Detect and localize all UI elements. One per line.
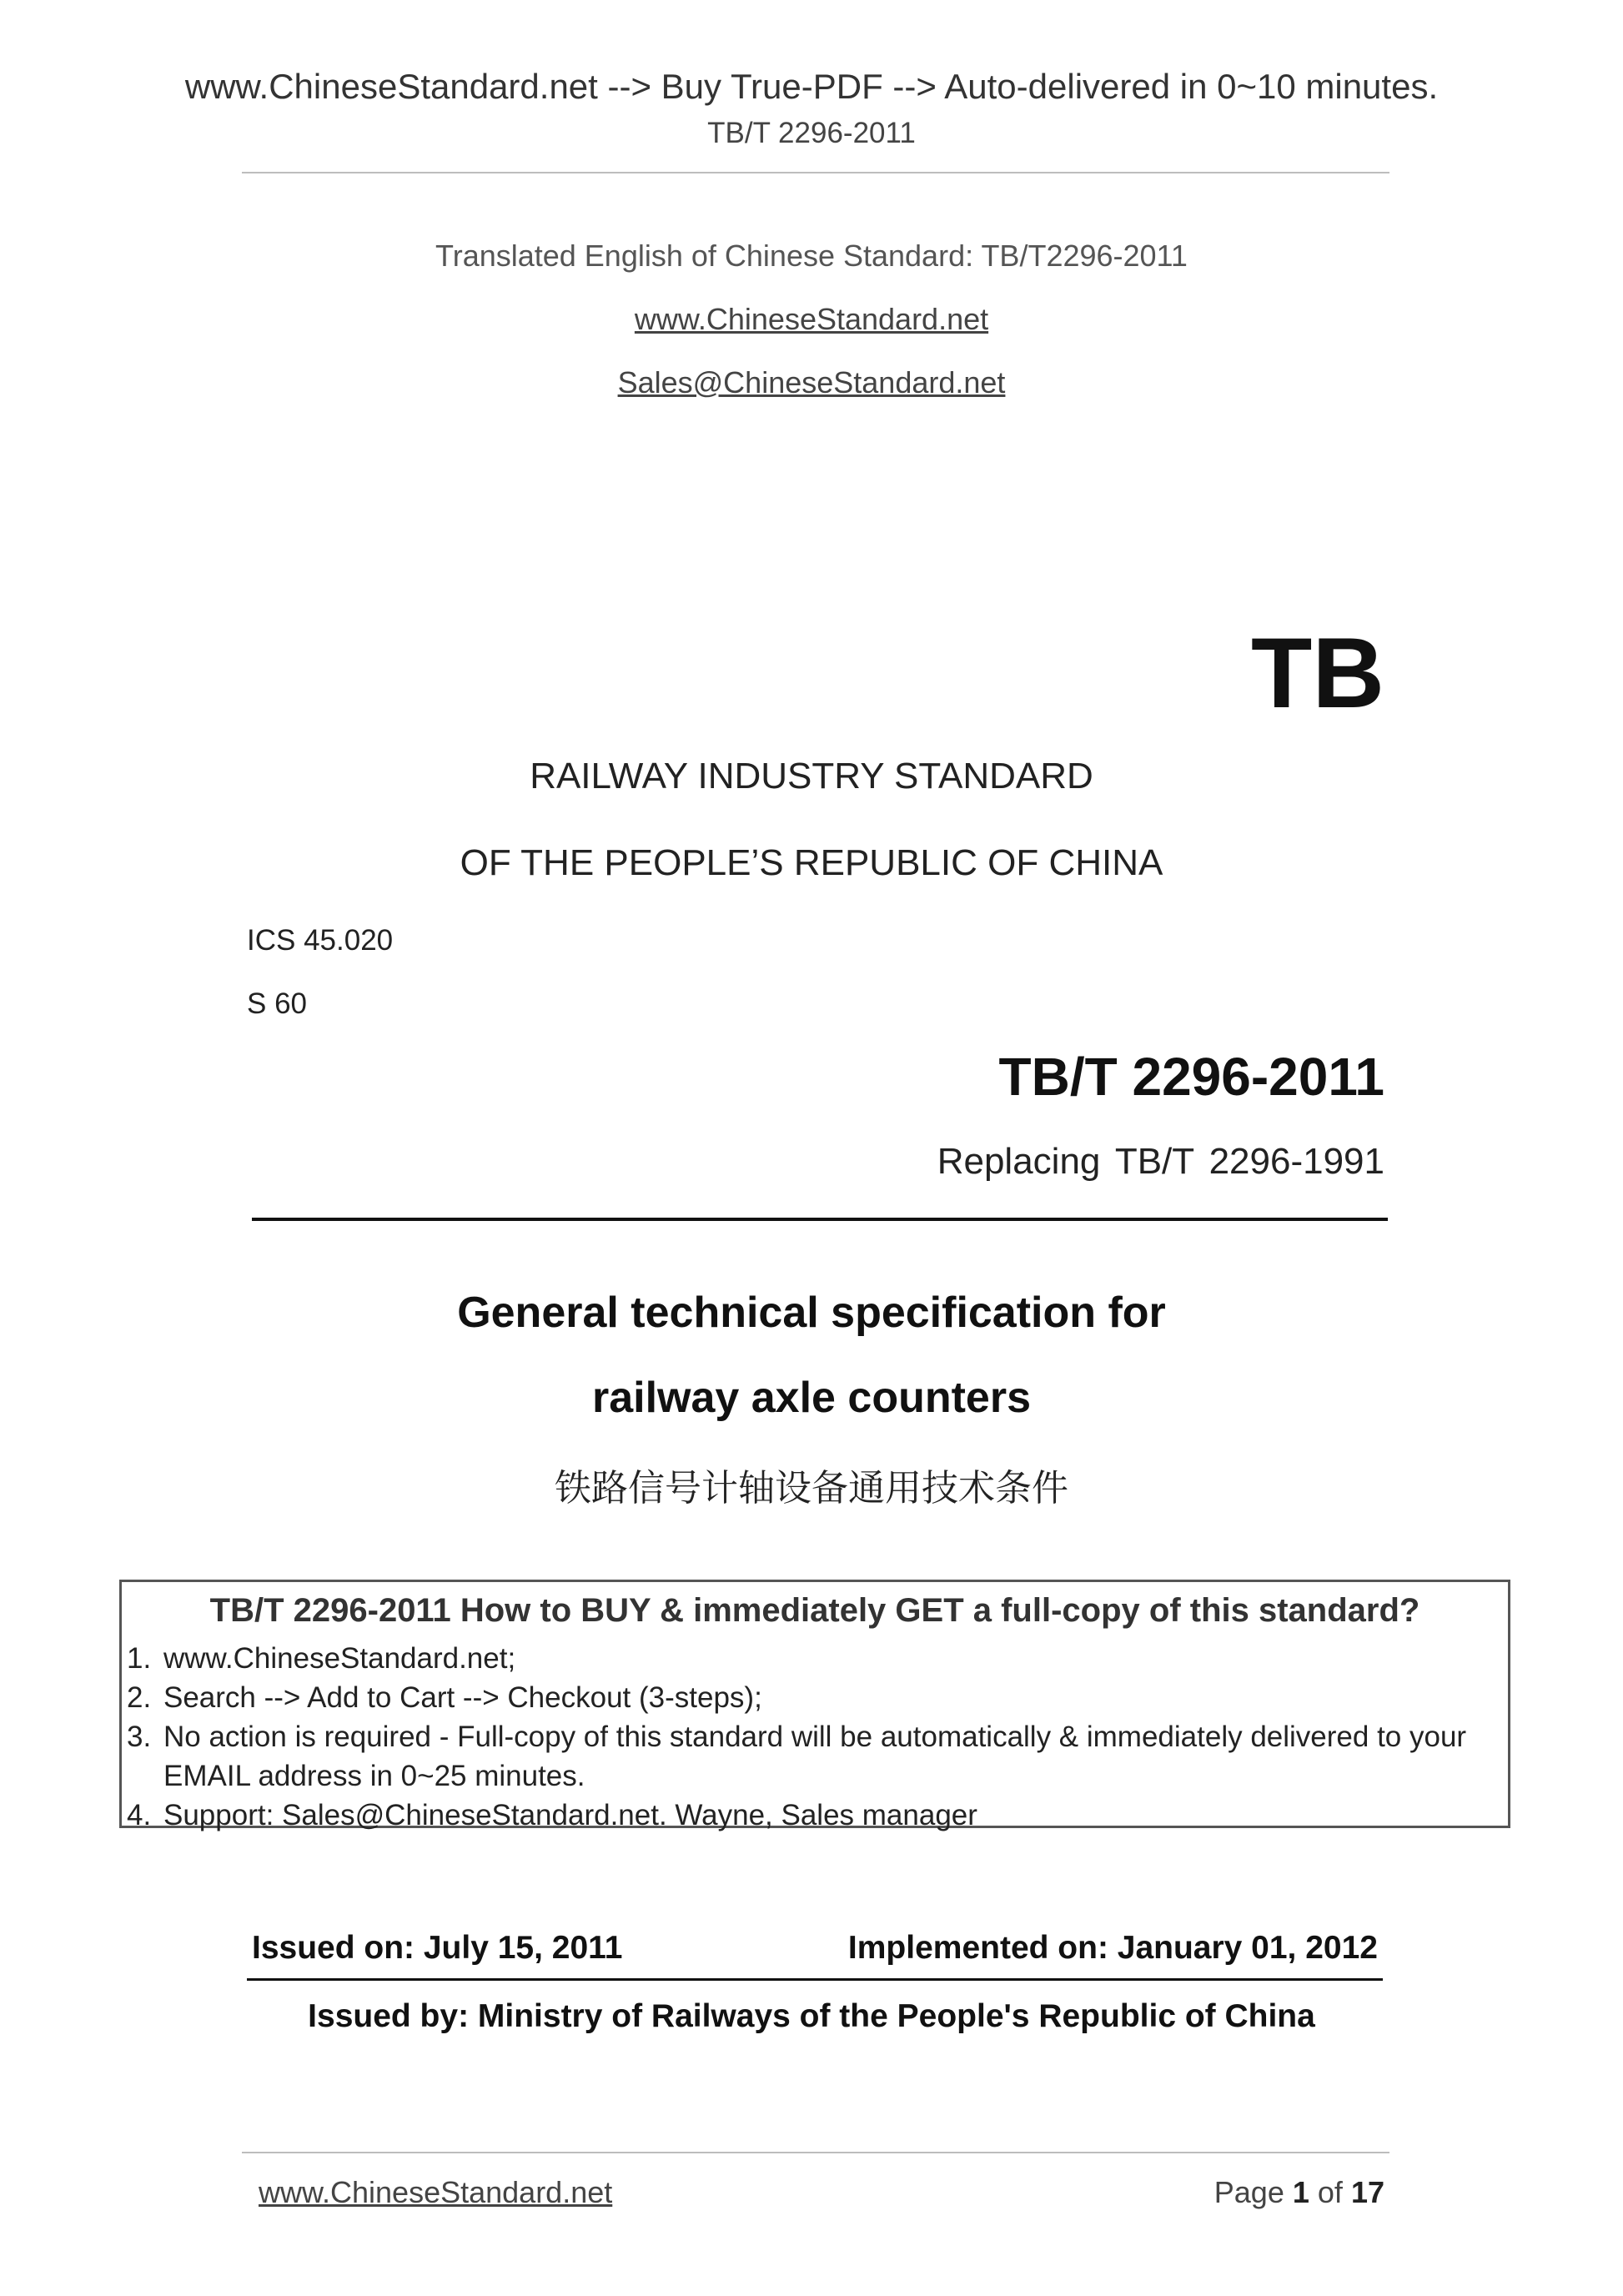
- replacing-note: Replacing TB/T 2296-1991: [937, 1141, 1384, 1182]
- classification-code: S 60: [247, 987, 307, 1020]
- buy-step-text: www.ChineseStandard.net;: [163, 1642, 516, 1675]
- buy-step-number: 4.: [127, 1799, 152, 1831]
- standard-type-line2: OF THE PEOPLE’S REPUBLIC OF CHINA: [460, 842, 1163, 883]
- buy-step-number: 3.: [127, 1721, 152, 1753]
- issue-divider: [247, 1978, 1383, 1981]
- buy-instructions-box: [119, 1580, 1510, 1831]
- header-divider: [242, 172, 1389, 173]
- page-prefix: Page: [1213, 2175, 1284, 2209]
- buy-step: [127, 1796, 1500, 1835]
- email-link-wrapper: [0, 365, 1623, 400]
- buy-step-text: Search --> Add to Cart --> Checkout (3-steps);: [163, 1681, 762, 1714]
- page-number: [1214, 2175, 1384, 2210]
- buy-step-text: No action is required - Full-copy of this standard will be automatically & immediately delivered to your EMAIL address in 0~25 minutes.: [163, 1721, 1467, 1792]
- buy-step-number: 2.: [127, 1681, 152, 1714]
- page-current: 1: [1292, 2175, 1309, 2209]
- title-divider: [252, 1218, 1388, 1221]
- footer-divider: [242, 2152, 1389, 2153]
- header-promo-line: www.ChineseStandard.net --> Buy True-PDF --> Auto-delivered in 0~10 minutes.: [184, 67, 1439, 106]
- issued-by: Issued by: Ministry of Railways of the People's Republic of China: [308, 1998, 1315, 2034]
- buy-step: [127, 1639, 1500, 1678]
- standard-logo-code: TB: [1251, 617, 1384, 729]
- buy-steps-list: [127, 1639, 1500, 1835]
- title-chinese: 铁路信号计轴设备通用技术条件: [555, 1467, 1068, 1510]
- title-line1: General technical specification for: [457, 1289, 1166, 1337]
- email-link[interactable]: Sales@ChineseStandard.net: [617, 365, 1006, 399]
- header-standard-number: TB/T 2296-2011: [707, 117, 916, 149]
- standard-type-line1: RAILWAY INDUSTRY STANDARD: [530, 756, 1093, 796]
- implemented-on-date: Implemented on: January 01, 2012: [847, 1930, 1378, 1966]
- ics-code: ICS 45.020: [247, 924, 394, 957]
- site-link[interactable]: www.ChineseStandard.net: [634, 302, 989, 336]
- buy-step-text: Support: Sales@ChineseStandard.net. Wayne, Sales manager: [163, 1799, 977, 1831]
- standard-number: TB/T 2296-2011: [998, 1047, 1384, 1107]
- translated-caption: Translated English of Chinese Standard: TB/T2296-2011: [435, 239, 1188, 273]
- footer-site-link[interactable]: www.ChineseStandard.net: [259, 2175, 613, 2209]
- page-total: 17: [1350, 2175, 1384, 2209]
- issued-on-date: Issued on: July 15, 2011: [252, 1930, 623, 1966]
- title-line2: railway axle counters: [591, 1374, 1032, 1422]
- site-link-wrapper: [0, 302, 1623, 337]
- page-of: of: [1317, 2175, 1343, 2209]
- buy-step: [127, 1717, 1500, 1796]
- buy-box-title: TB/T 2296-2011 How to BUY & immediately GET a full-copy of this standard?: [209, 1592, 1420, 1629]
- buy-step: [127, 1678, 1500, 1717]
- buy-step-number: 1.: [127, 1642, 152, 1675]
